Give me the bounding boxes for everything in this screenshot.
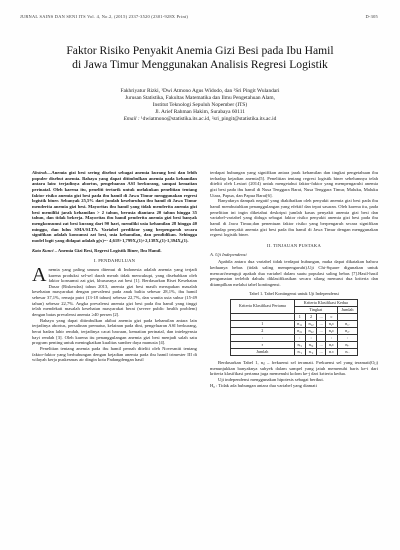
table-cell: n₂.: [337, 328, 357, 335]
text-line: Penelitian tentang anemia pada ibu hamil pernah diteliti: [40, 346, 150, 352]
text-line: Penelitian tentang regresi logistik biner sebelumnya telah: [267, 175, 378, 181]
text-line: manusia [4].: [142, 340, 166, 346]
text-line: sebesar 22,7%, dan wanita usia subur (15-49 tahun) sebesar: [32, 295, 197, 306]
text-line: kriteria kedua.: [319, 371, 346, 377]
text-line: Nusa Tenggara Barat, Nusa Tenggara Timur, Maluku,: [261, 186, 363, 192]
abstract-line: dapat ditimbulkan anemia pada kehamilan antara lain:: [32, 175, 197, 187]
table-cell: :: [305, 335, 316, 342]
text-line: penanggulangan anemia gizi besi menjadi salah satu: [96, 334, 197, 340]
author-email-line: [40, 116, 360, 123]
text-line: perinatal, dan intelegensia bayi rendah [3]. Oleh karena itu: [32, 329, 197, 340]
author-address: Jl. Arief Rahman Hakim, Surabaya 60111: [155, 109, 245, 115]
text-line: Banyaknya dampak negatif yang diakibatkan oleh: [218, 198, 312, 204]
table-row-label: 1: [231, 321, 295, 328]
table-cell: :: [294, 335, 305, 342]
table-cell: n₁₁: [294, 321, 305, 328]
abstract-line: tahun, dan tidak bekerja. Mayoritas ibu hamil penderita: [32, 215, 147, 221]
abstract-line: kurang besi dan lebih populer disebut anemia. Bahaya yang: [32, 170, 197, 181]
page-number: D-305: [365, 14, 378, 19]
text-line: dan tingkat pengetahuan ibu terhadap kejadian anemia[5].: [210, 170, 378, 181]
table-cell: n₁₂: [305, 321, 316, 328]
table-cell: n.₂: [305, 349, 316, 356]
text-line: program penting untuk meningkatkan kualitas sumber daya: [32, 340, 142, 346]
table-cell: 2: [305, 314, 316, 321]
keywords: [32, 248, 197, 254]
text-line: kriteria klasifikasi pertama juga memenuhi kolom ke-j dari: [210, 371, 319, 377]
table-cell: :: [326, 335, 338, 342]
intro-paragraph-4: [210, 198, 378, 238]
table-header-total: Jumlah: [337, 307, 357, 314]
abstract: [32, 170, 197, 244]
abstract-line: terjadinya abortus, pengeluaran ASI berkurang, sampai: [58, 181, 177, 187]
abstract-line: hari, memiliki usia kehamilan 28 hingga 40 minggu, dan lulus: [32, 220, 197, 232]
text-line: konsumsi zat gizi, khususnya zat besi [1].: [61, 278, 141, 284]
table-cell: nᵣ₂: [305, 342, 316, 349]
table-row-label: 2: [231, 328, 295, 335]
text-line: saling bebas [7].Hasil-hasil pengamatan terlebih dahulu: [210, 270, 379, 282]
author-department: Jurusan Statistika, Fakultas Matematika dan Ilmu Pengetahuan Alam,: [125, 95, 275, 101]
intro-paragraph-3: [32, 346, 197, 363]
table-cell: nᵣ₁: [294, 342, 305, 349]
independence-paragraph: [210, 259, 378, 287]
abstract-line: 4,618+1,799X₁(1)+2,138X₂(1)-1,394X₄(1).: [109, 237, 189, 243]
table-cell: nᵣ.: [337, 342, 357, 349]
table-header-level: Tingkat: [294, 307, 337, 314]
table-caption: Tabel 1. Tabel Kontingensi untuk Uji Independensi: [249, 291, 339, 297]
table-cell: n₁.: [337, 321, 357, 328]
table-row-label: :: [231, 335, 295, 342]
text-line: Berdasarkan Riset Kesehatan Dasar (Riskesdas) tahun 2013,: [48, 278, 197, 289]
text-line: diteliti oleh Lestari (2014) untuk mengetahui faktor-faktor: [210, 181, 323, 187]
table-cell: 1: [294, 314, 305, 321]
text-line: Maluku Utara, Papua, dan Papua Barat[6].: [210, 186, 379, 198]
text-line: merah tidak mencukupi, yang disebabkan oleh faktor: [48, 272, 197, 284]
author-names: Fakhriyatur Rizki, ¹Dwi Atmono Agus Widodo, dan ²Sri Pingit Wulandari: [120, 88, 280, 94]
text-line: regresi logistik biner.: [210, 232, 249, 238]
text-line: anemia gizi besi masih merupakan masalah kesehatan: [32, 283, 197, 295]
table-cell: n.₁: [294, 349, 305, 356]
abstract-line: kematian perinatal. Oleh karena itu, peneliti tertarik untuk: [32, 181, 197, 192]
paper-title: [30, 44, 370, 72]
text-line: Frekuensi sel yang teramati(Oᵢⱼ) menunjukkan banyaknya: [210, 360, 378, 371]
text-line: ditampilkan melalui tabel kontingensi.: [210, 281, 281, 287]
text-line: 22,7%. Angka prevalensi anemia gizi besi pada ibu hamil: [61, 300, 174, 306]
text-line: wilayah kerja puskesmas air dingin kota Padangdengan hasil: [32, 357, 144, 363]
text-line: kehamilan antara lain terjadinya abortus, persalinan: [32, 317, 197, 329]
table-cell: n..: [337, 349, 357, 356]
text-line: 28,1%, ibu hamil sebesar 37,1%, remaja putri (13-18 tahun): [32, 289, 197, 301]
table-cell: n.c: [326, 349, 338, 356]
text-line: prematur, kelainan pada dini, pengeluaran ASI berkurang,: [88, 323, 197, 329]
author-block: [40, 88, 360, 123]
table-cell: ...: [317, 349, 326, 356]
journal-citation: JURNAL SAINS DAN SENI ITS Vol. 4, No.2, (2015) 2337-3520 (2301-928X Print): [20, 14, 189, 19]
hypothesis-h0: H₀ : Tidak ada hubungan antara dua variabel yang diamati: [210, 382, 317, 388]
text-line: diduga sebagai faktor risiko penyakit anemia gizi besi pada: [254, 215, 371, 221]
text-line: Bahaya yang dapat ditimbulkan akibat anemia gizi pada: [40, 317, 153, 323]
intro-paragraph-2: [32, 318, 197, 346]
table-total-row: [231, 349, 358, 356]
text-line: besi pada ibu hamil di Jawa Timur dengan menggunakan: [268, 226, 378, 232]
text-line: yang tinggi telah mendekati masalah kesehatan masyarakat: [32, 300, 197, 312]
text-line: ibu hamil di Jawa Timur,dan penentuan faktor risiko yang: [210, 215, 378, 226]
text-line: anemia ≥40 persen [2].: [77, 312, 120, 318]
table-row: [231, 328, 358, 335]
table-row: [231, 342, 358, 349]
table-row: [231, 321, 358, 328]
text-line: diklasifikasikan secara silang menurut dua kriteria dan: [267, 276, 379, 282]
text-line: Apabila antara dua variabel tidak terdapat hubungan,: [218, 259, 321, 265]
text-line: Berdasarkan Tabel 1, nᵢⱼ – frekuensi sel teramati.: [218, 360, 315, 365]
running-head: [20, 14, 378, 22]
table-cell: n₂₁: [294, 328, 305, 335]
text-line: berpengaruh secara signifikan terhadap penyakit anemia gizi: [210, 220, 378, 232]
intro-continuation: [210, 170, 378, 198]
title-line-1: Faktor Risiko Penyakit Anemia Gizi Besi pada Ibu Hamil: [66, 44, 334, 57]
text-line: penyakit anemia gizi besi pada ibu hamil membutuhkan: [210, 198, 378, 209]
section-title-introduction: I. PENDAHULUAN: [93, 258, 136, 264]
contingency-table: [230, 299, 358, 356]
text-line: anemia yang terjadi karena produksi sel-sel darah: [48, 266, 197, 278]
email-addresses[interactable]: ¹dwiatmono@statistika.its.ac.id, ²sri_pingit@statistika.its.ac.id: [141, 116, 277, 122]
abstract-line: anemia gizi besi banyak mengkonsumsi zat besi kurang dari 90: [32, 215, 197, 226]
drop-cap: A: [32, 263, 47, 286]
subsection-title-independence-test: A. Uji Independensi: [210, 251, 247, 257]
table-row-label: r: [231, 342, 295, 349]
text-line: kasus penyakit anemia gizi besi dan variabel-variabel yang: [210, 209, 379, 221]
text-line: itu, pada penelitian ini ingin diketahui deskripsi jumlah: [210, 203, 378, 215]
text-line: terdapat hubungan yang signifikan antara jarak kehamilan: [210, 170, 322, 175]
text-line: subyek dalam sampel yang jatuh memenuhi baris ke-i dari: [259, 365, 378, 371]
abstract-line: pada ibu hamil di Jawa Timur menggunakan regresi logistik: [32, 192, 198, 204]
hypothesis-paragraph: [210, 377, 378, 388]
author-institution: Institut Teknologi Sepuluh Nopember (ITS): [152, 102, 248, 108]
table-header-criterion-2: Kriteria Klasifikasi Kedua: [294, 300, 357, 307]
text-line: maka dapat dikatakan bahwa keduanya bebas (tidak saling: [210, 259, 378, 270]
table-cell: n₂₂: [305, 328, 316, 335]
email-label: Email :: [123, 116, 140, 122]
text-line: masyarakat dengan prevalensi pada anak balita sebesar: [52, 289, 161, 295]
intro-paragraph-1: [32, 263, 197, 318]
abstract-line: Jawa Timur menderita anemia gizi besi. Mayoritas ibu hamil: [32, 198, 197, 209]
abstract-line: kehamilan > 2 tahun, berusia diantara 20 tahun hingga 35: [74, 209, 197, 215]
keywords-text: – Anemia Gizi Besi, Regresi Logistik Biner, Ibu Hamil.: [53, 247, 162, 253]
table-cell: ...: [317, 328, 326, 335]
abstract-line: yang tidak menderita anemia gizi besi memiliki jarak: [32, 203, 197, 215]
abstract-line: pendidikan. Sehingga model logit yang didapat adalah g(x)=-: [32, 232, 197, 243]
table-cell: :: [337, 335, 357, 342]
table-cell: [317, 335, 326, 342]
table-row-label: Jumlah: [231, 349, 295, 356]
abstract-line: SMA/SLTA. Variabel prediktor yang berpengaruh secara: [74, 226, 198, 232]
section-title-literature-review: II. TINJAUAN PUSTAKA: [267, 242, 321, 248]
left-column: [32, 170, 197, 363]
table-cell: c: [326, 314, 338, 321]
abstract-line: biner. Sebanyak 25,5% dari jumlah keseluruhan ibu hamil di: [47, 198, 172, 204]
text-line: mencari/menguji apakah dua variabel dalam suatu populasi: [210, 270, 325, 276]
table-cell: [337, 314, 357, 321]
table-row: [231, 335, 358, 342]
abstract-line: melakukan penelitian tentang faktor risiko anemia gizi besi: [32, 186, 198, 198]
table-explanation-paragraph: [210, 360, 378, 377]
abstract-label: Abstrak: [32, 170, 47, 175]
table-cell: nᵣc: [326, 342, 338, 349]
text-line: mempengaruhi).Uji Chi-Square digunakan untuk: [277, 264, 378, 270]
table-cell: ...: [317, 314, 326, 321]
table-cell: [231, 314, 295, 321]
text-line: penanggulangan yang efektif dan tepat sasaran. Oleh karena: [249, 203, 361, 209]
text-line: berat badan lahir rendah, terjadinya cacat bawaan, kematian: [32, 329, 147, 335]
text-line: oleh Novesmiti tentang faktor-faktor yang berhubungan: [32, 346, 197, 357]
text-line: dengan kejadian anemia pada ibu hamil trimester III di: [92, 351, 197, 357]
table-cell: ...: [317, 321, 326, 328]
table-level-row: [231, 314, 358, 321]
abstract-line: —Anemia gizi besi sering disebut sebagai anemia: [46, 170, 150, 175]
table-header-criterion-1: Kriteria Klasifikasi Pertama: [231, 300, 295, 314]
table-cell: n₂c: [326, 328, 338, 335]
table-cell: ...: [317, 342, 326, 349]
text-line: berat (severe public health problem) dengan batas prevalensi: [32, 306, 197, 318]
right-column: [210, 170, 378, 388]
text-line: Uji independensi menggunakan hipotesis sebagai berikut.: [218, 376, 324, 382]
table-header-row: [231, 300, 358, 307]
text-line: nemia yang paling umum ditemui di Indonesia adalah: [48, 266, 156, 272]
title-line-2: di Jawa Timur Menggunakan Analisis Regresi Logistik: [72, 58, 328, 71]
table-cell: n₁c: [326, 321, 338, 328]
keywords-label: Kata Kunci: [32, 247, 54, 253]
abstract-line: signifikan adalah konsumsi zat besi, usia kehamilan, dan: [32, 232, 152, 238]
text-line: yang mempengaruhi anemia gizi besi pada ibu hamil di: [210, 181, 378, 192]
